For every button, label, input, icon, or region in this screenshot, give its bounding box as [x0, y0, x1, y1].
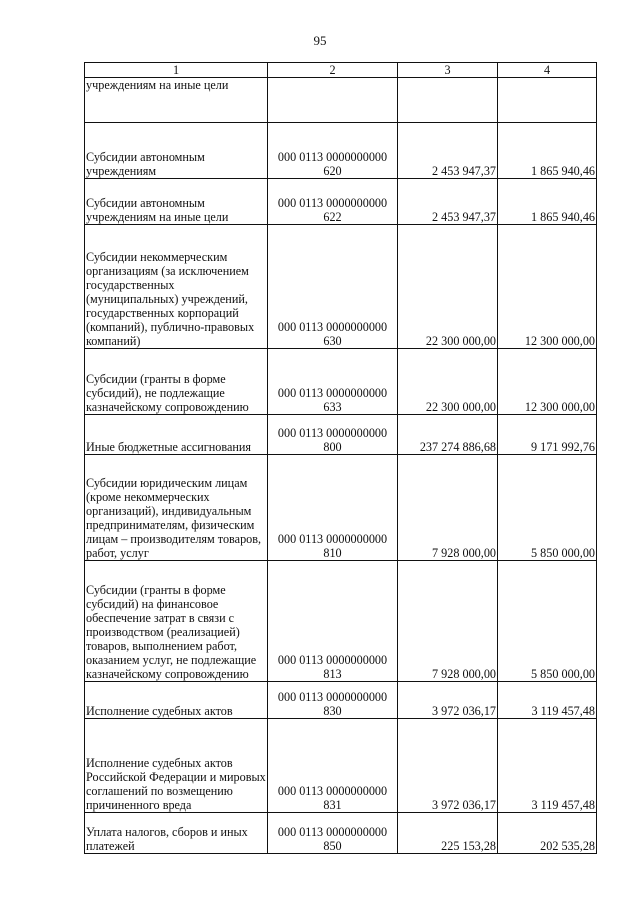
row-code	[268, 349, 398, 415]
row-code	[268, 455, 398, 561]
code-main: 000 0113 0000000000	[277, 532, 388, 546]
row-value-3: 22 300 000,00	[398, 349, 498, 415]
row-name: Иные бюджетные ассигнования	[85, 415, 268, 455]
row-name: Субсидии некоммерческим организациям (за исключением государственных (муниципальных) учреждений, государственных корпораций (компаний), публично-правовых компаний)	[85, 225, 268, 349]
row-value-3: 225 153,28	[398, 813, 498, 854]
row-value-4: 5 850 000,00	[498, 561, 597, 682]
row-code	[268, 813, 398, 854]
column-header-3: 3	[398, 63, 498, 78]
row-code	[268, 682, 398, 719]
row-value-3: 7 928 000,00	[398, 561, 498, 682]
row-code	[268, 719, 398, 813]
code-main: 000 0113 0000000000	[277, 653, 388, 667]
column-header-2: 2	[268, 63, 398, 78]
row-name: Субсидии автономным учреждениям	[85, 123, 268, 179]
row-value-3: 7 928 000,00	[398, 455, 498, 561]
code-sub: 813	[323, 667, 342, 681]
row-value-3: 3 972 036,17	[398, 682, 498, 719]
page-number: 95	[313, 33, 327, 48]
code-sub: 633	[323, 400, 342, 414]
row-value-3: 3 972 036,17	[398, 719, 498, 813]
row-value-4: 202 535,28	[498, 813, 597, 854]
budget-table	[84, 62, 597, 854]
row-name: Субсидии (гранты в форме субсидий), не подлежащие казначейскому сопровождению	[85, 349, 268, 415]
code-main: 000 0113 0000000000	[277, 426, 388, 440]
table-row	[85, 78, 597, 123]
row-value-4: 9 171 992,76	[498, 415, 597, 455]
code-main: 000 0113 0000000000	[277, 320, 388, 334]
row-name: Уплата налогов, сборов и иных платежей	[85, 813, 268, 854]
code-sub: 850	[323, 839, 342, 853]
code-main: 000 0113 0000000000	[277, 784, 388, 798]
table-row	[85, 179, 597, 225]
code-main: 000 0113 0000000000	[277, 825, 388, 839]
table-row	[85, 719, 597, 813]
code-sub: 810	[323, 546, 342, 560]
table-row	[85, 813, 597, 854]
row-value-3: 2 453 947,37	[398, 123, 498, 179]
table-row	[85, 349, 597, 415]
row-value-4: 12 300 000,00	[498, 349, 597, 415]
row-value-4: 1 865 940,46	[498, 123, 597, 179]
row-code	[268, 78, 398, 123]
row-value-3: 237 274 886,68	[398, 415, 498, 455]
row-code	[268, 179, 398, 225]
row-value-4: 3 119 457,48	[498, 719, 597, 813]
table-row	[85, 682, 597, 719]
row-value-4: 5 850 000,00	[498, 455, 597, 561]
row-value-3: 22 300 000,00	[398, 225, 498, 349]
table-row	[85, 415, 597, 455]
code-sub: 622	[323, 210, 342, 224]
table-row	[85, 225, 597, 349]
row-name: учреждениям на иные цели	[85, 78, 268, 123]
table-row	[85, 455, 597, 561]
row-value-3	[398, 78, 498, 123]
row-name: Исполнение судебных актов	[85, 682, 268, 719]
row-value-4: 1 865 940,46	[498, 179, 597, 225]
code-sub: 630	[323, 334, 342, 348]
row-value-4	[498, 78, 597, 123]
row-code	[268, 415, 398, 455]
code-sub: 831	[323, 798, 342, 812]
row-value-3: 2 453 947,37	[398, 179, 498, 225]
row-code	[268, 123, 398, 179]
header-row	[85, 63, 597, 78]
row-name: Субсидии (гранты в форме субсидий) на финансовое обеспечение затрат в связи с производством (реализацией) товаров, выполнением работ, оказанием услуг, не подлежащие казначейскому сопровождению	[85, 561, 268, 682]
row-code	[268, 225, 398, 349]
code-sub: 800	[323, 440, 342, 454]
row-name: Субсидии юридическим лицам (кроме некоммерческих организаций), индивидуальным предпринимателям, физическим лицам – производителям товаров, работ, услуг	[85, 455, 268, 561]
row-name: Субсидии автономным учреждениям на иные цели	[85, 179, 268, 225]
code-sub: 830	[323, 704, 342, 718]
code-main: 000 0113 0000000000	[277, 690, 388, 704]
code-main: 000 0113 0000000000	[277, 386, 388, 400]
code-main: 000 0113 0000000000	[277, 196, 388, 210]
column-header-4: 4	[498, 63, 597, 78]
row-name: Исполнение судебных актов Российской Федерации и мировых соглашений по возмещению причиненного вреда	[85, 719, 268, 813]
table-row	[85, 123, 597, 179]
table-row	[85, 561, 597, 682]
code-sub: 620	[323, 164, 342, 178]
row-value-4: 3 119 457,48	[498, 682, 597, 719]
row-value-4: 12 300 000,00	[498, 225, 597, 349]
code-main: 000 0113 0000000000	[277, 150, 388, 164]
row-code	[268, 561, 398, 682]
column-header-1: 1	[85, 63, 268, 78]
